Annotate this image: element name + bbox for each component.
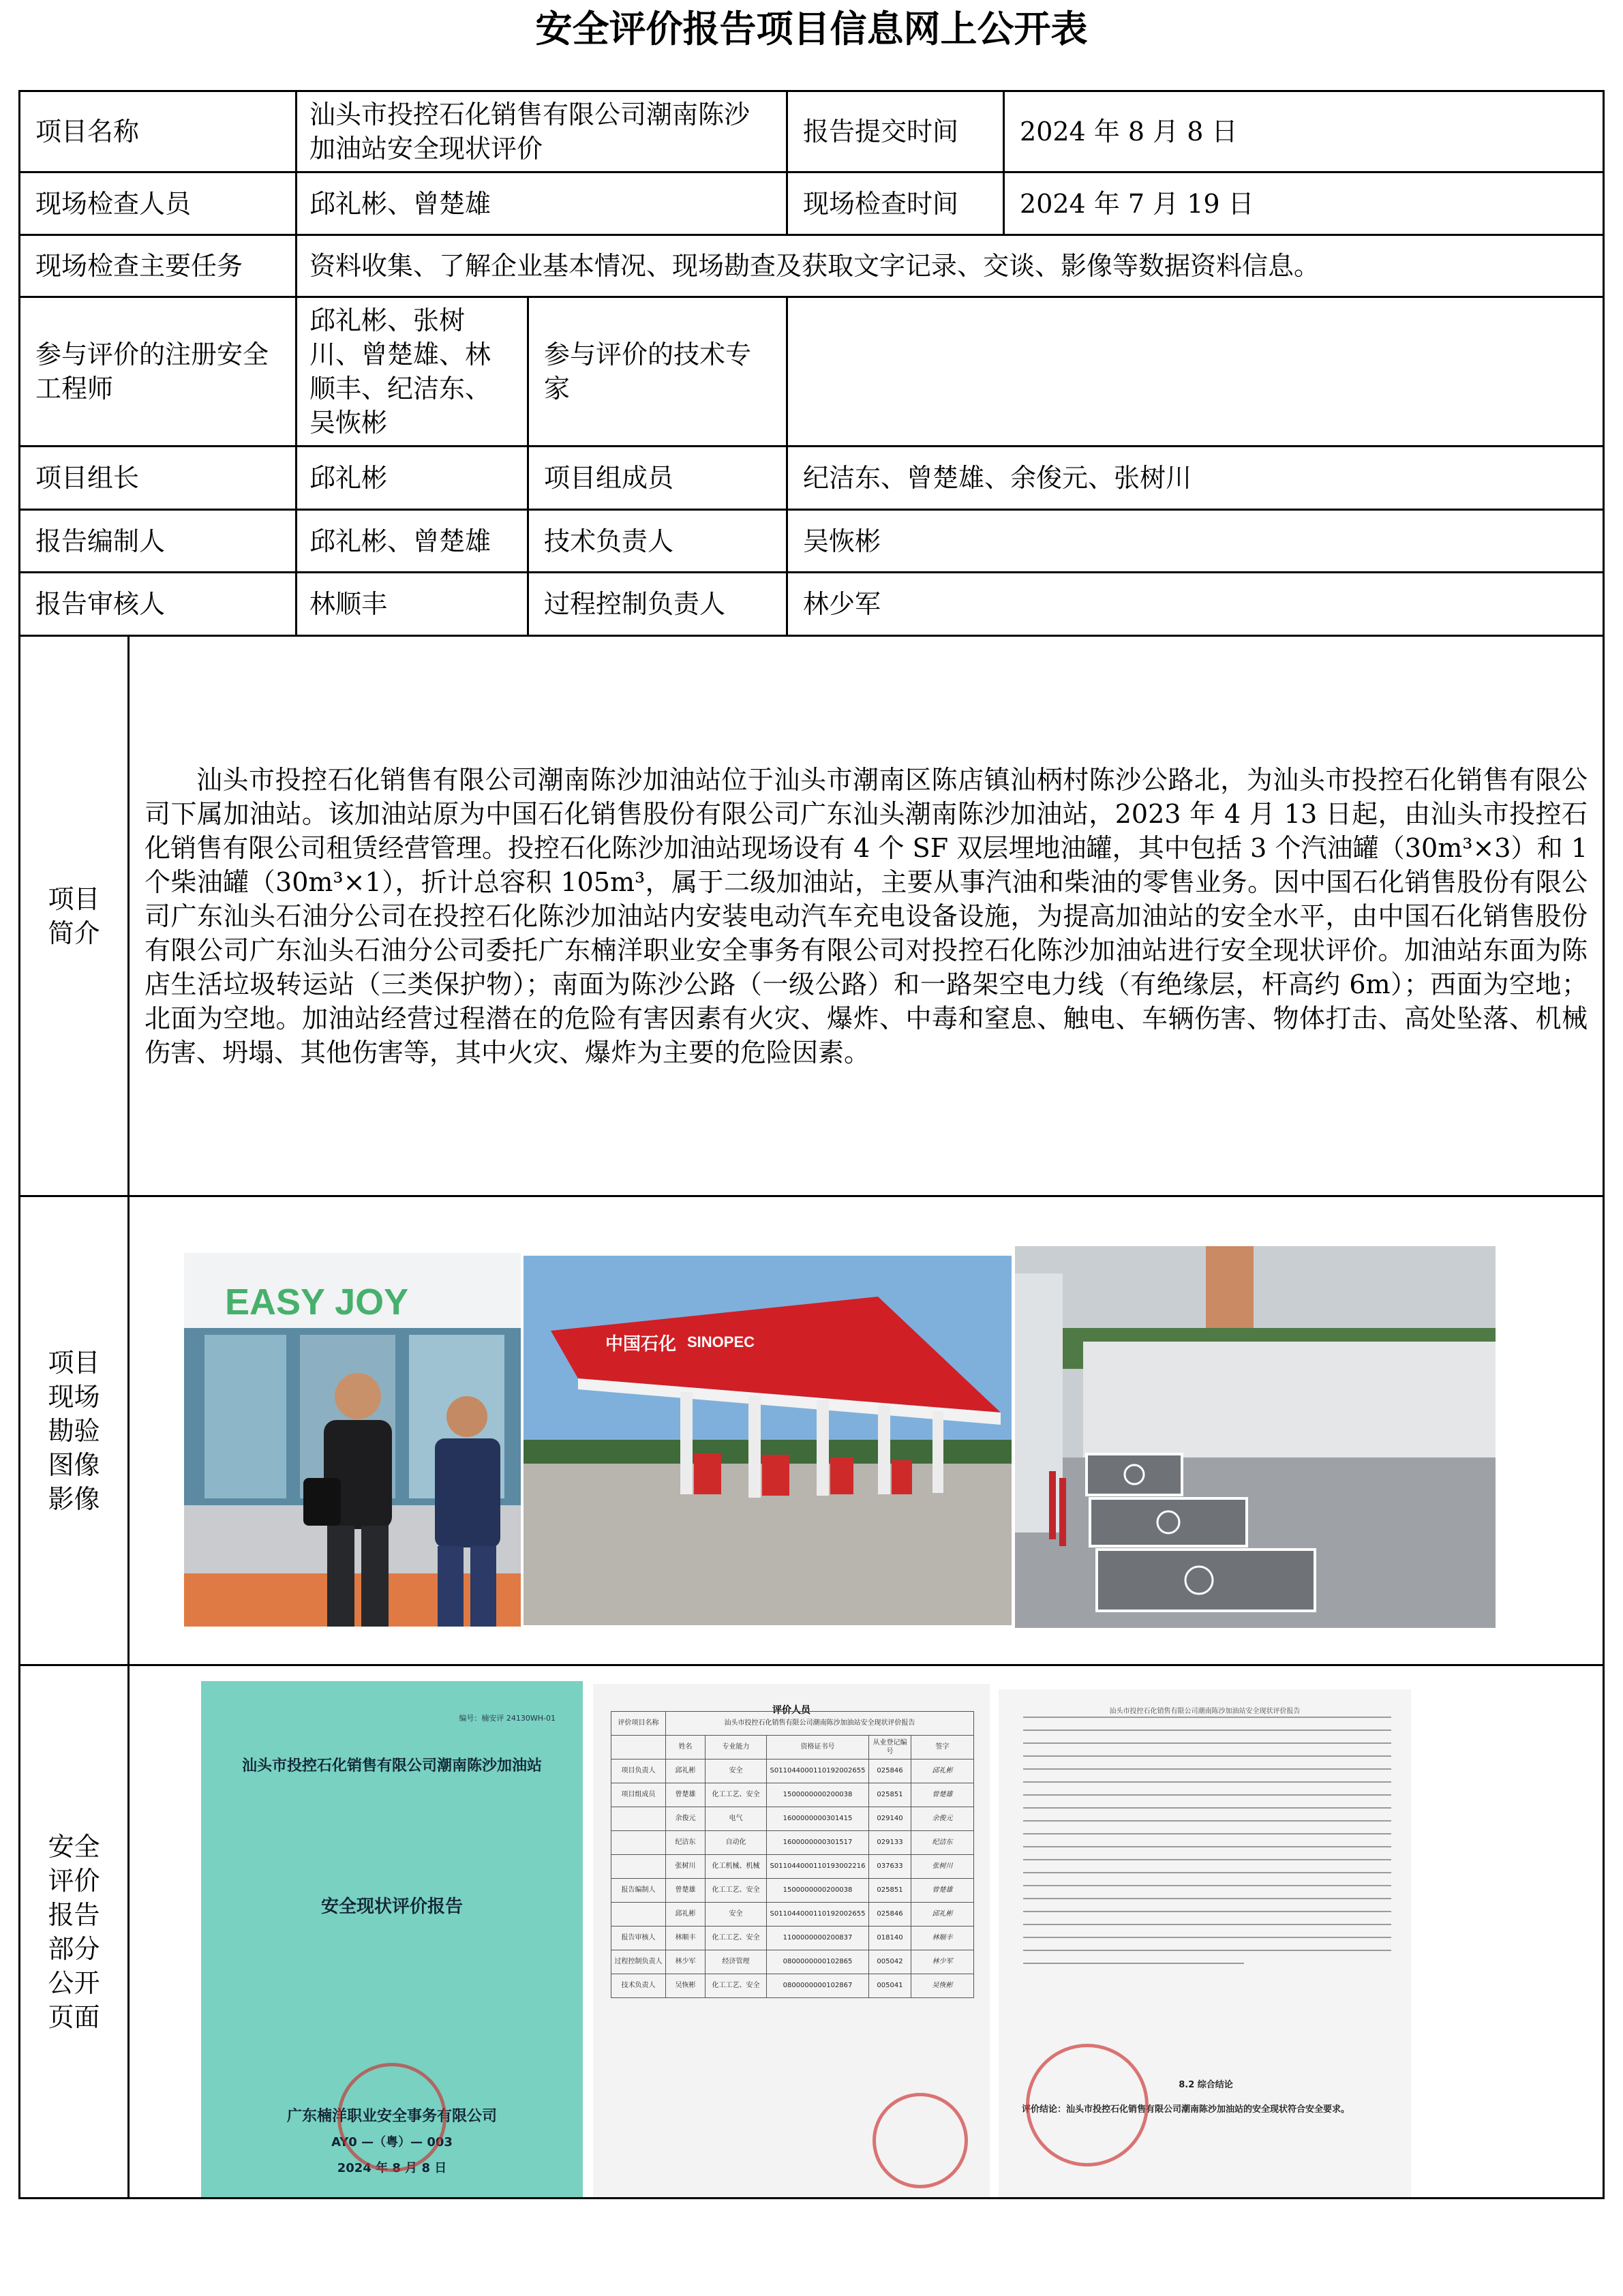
process-control: 林少军 <box>787 573 1604 636</box>
sheet-header: 姓名 <box>666 1735 706 1759</box>
members-label: 项目组成员 <box>528 447 787 510</box>
sheet-cell <box>611 1902 666 1926</box>
sheet-cell: 005042 <box>869 1950 911 1974</box>
sheet-cell: 电气 <box>706 1807 767 1830</box>
personnel-table <box>611 1711 974 1998</box>
sheet-cell: 邱礼彬 <box>666 1759 706 1783</box>
sheet-cell: 化工工艺、安全 <box>706 1878 767 1902</box>
sheet-cell <box>611 1807 666 1830</box>
table-row <box>611 1854 974 1878</box>
inspection-time-label: 现场检查时间 <box>787 172 1004 235</box>
cover-date: 2024 年 8 月 8 日 <box>337 2160 447 2175</box>
sheet-cell: 自动化 <box>706 1830 767 1854</box>
sheet-cell: 0800000000102865 <box>767 1950 869 1974</box>
sheet-cell: 037633 <box>869 1854 911 1878</box>
signature: 吴恢彬 <box>911 1974 974 1997</box>
intro-text: 汕头市投控石化销售有限公司潮南陈沙加油站位于汕头市潮南区陈店镇汕柄村陈沙公路北，为汕头市投控石化销售有限公司下属加油站。该加油站原为中国石化销售股份有限公司广东汕头潮南陈沙加油站，2023 年 4 月 13 日起，由汕头市投控石化销售有限公司租赁经营管理。投控石化陈沙加油站现场设有 4 个 SF 双层埋地油罐，其中包括 3 个汽油罐（30m³×3）和 1 个柴油罐（30m³×1），折计总容积 105m³，属于二级加油站，主要从事汽油和柴油的零售业务。因中国石化销售股份有限公司广东汕头石油分公司在投控石化陈沙加油站内安装电动汽车充电设备设施，为提高加油站的安全水平，由中国石化销售股份有限公司广东汕头石油分公司委托广东楠洋职业安全事务有限公司对投控石化陈沙加油站进行安全现状评价。加油站东面为陈店生活垃圾转运站（三类保护物）；南面为陈沙公路（一级公路）和一路架空电力线（有绝缘层，杆高约 6m）；西面为空地；北面为空地。加油站经营过程潜在的危险有害因素有火灾、爆炸、中毒和窒息、触电、车辆伤害、物体打击、高处坠落、机械伤害、坍塌、其他伤害等，其中火灾、爆炸为主要的危险因素。 <box>129 636 1604 1196</box>
sheet-cell: 吴恢彬 <box>666 1974 706 1997</box>
report-submit-time-label: 报告提交时间 <box>787 91 1004 172</box>
sheet-header <box>611 1735 666 1759</box>
photos-label: 项目现场勘验图像影像 <box>20 1196 129 1665</box>
intro-label: 项目简介 <box>20 636 129 1196</box>
sheet-cell <box>611 1854 666 1878</box>
sheet-cell: 1500000000200038 <box>767 1878 869 1902</box>
signature: 曾楚雄 <box>911 1878 974 1902</box>
sheet-cell: 005041 <box>869 1974 911 1997</box>
signature: 余俊元 <box>911 1807 974 1830</box>
cover-agency: 广东楠洋职业安全事务有限公司 <box>286 2107 497 2125</box>
tech-lead: 吴恢彬 <box>787 510 1604 573</box>
conclusion-body-lines <box>1023 1717 1391 1976</box>
engineers: 邱礼彬、张树川、曾楚雄、林顺丰、纪洁东、吴恢彬 <box>297 297 528 447</box>
sheet-cell: S011044000110192002655 <box>767 1902 869 1926</box>
sheet-cell: 1100000000200837 <box>767 1926 869 1950</box>
table-row <box>611 1783 974 1807</box>
project-name-label: 项目名称 <box>20 91 297 172</box>
sheet-cell: 技术负责人 <box>611 1974 666 1997</box>
sheet-cell: 项目负责人 <box>611 1759 666 1783</box>
report-conclusion-page <box>999 1689 1411 2199</box>
sheet-cell: S011044000110192002655 <box>767 1759 869 1783</box>
table-row <box>611 1950 974 1974</box>
reviewer-label: 报告审核人 <box>20 573 297 636</box>
table-row <box>611 1974 974 1997</box>
sheet-cell: 化工机械、机械 <box>706 1854 767 1878</box>
table-row <box>611 1759 974 1783</box>
sheet-cell: 化工工艺、安全 <box>706 1926 767 1950</box>
sheet-cell: 025851 <box>869 1783 911 1807</box>
sheet-cell: 安全 <box>706 1902 767 1926</box>
signature: 林顺丰 <box>911 1926 974 1950</box>
conclusion-section: 8.2 综合结论 <box>1179 2079 1233 2090</box>
tech-lead-label: 技术负责人 <box>528 510 787 573</box>
tasks: 资料收集、了解企业基本情况、现场勘查及获取文字记录、交谈、影像等数据资料信息。 <box>297 235 1604 297</box>
sheet-cell: 1600000000301517 <box>767 1830 869 1854</box>
engineers-label: 参与评价的注册安全工程师 <box>20 297 297 447</box>
photo-ev-charging <box>1015 1246 1496 1628</box>
sheet-project-value: 汕头市投控石化销售有限公司潮南陈沙加油站安全现状评价报告 <box>666 1711 974 1735</box>
signature: 邱礼彬 <box>911 1902 974 1926</box>
conclusion-header: 汕头市投控石化销售有限公司潮南陈沙加油站安全现状评价报告 <box>1109 1707 1301 1715</box>
experts <box>787 297 1604 447</box>
photo-station-canopy <box>524 1256 1012 1625</box>
table-row <box>611 1878 974 1902</box>
sheet-stamp <box>873 2093 968 2188</box>
report-pages-label: 安全评价报告部分公开页面 <box>20 1665 129 2199</box>
signature: 邱礼彬 <box>911 1759 974 1783</box>
sheet-project-label: 评价项目名称 <box>611 1711 666 1735</box>
report-submit-time: 2024 年 8 月 8 日 <box>1004 91 1604 172</box>
page-title: 安全评价报告项目信息网上公开表 <box>535 7 1088 50</box>
cover-stamp <box>337 2063 446 2172</box>
sheet-cell: 报告编制人 <box>611 1878 666 1902</box>
cover-report-type: 安全现状评价报告 <box>320 1896 463 1917</box>
signature: 林少军 <box>911 1950 974 1974</box>
members: 纪洁东、曾楚雄、余俊元、张树川 <box>787 447 1604 510</box>
sheet-cell: 025846 <box>869 1759 911 1783</box>
cover-company: 汕头市投控石化销售有限公司潮南陈沙加油站 <box>241 1757 542 1774</box>
sheet-cell: 报告审核人 <box>611 1926 666 1950</box>
report-personnel-page <box>593 1684 990 2199</box>
sheet-cell: 经济管理 <box>706 1950 767 1974</box>
sheet-cell: 029140 <box>869 1807 911 1830</box>
sheet-cell: 1500000000200038 <box>767 1783 869 1807</box>
cover-number: 编号：楠安评 24130WH-01 <box>459 1713 556 1723</box>
store-sign-text: EASY JOY <box>225 1281 409 1323</box>
inspection-time: 2024 年 7 月 19 日 <box>1004 172 1604 235</box>
photo-strip <box>130 1198 1603 1663</box>
leader-label: 项目组长 <box>20 447 297 510</box>
reviewer: 林顺丰 <box>297 573 528 636</box>
signature: 张树川 <box>911 1854 974 1878</box>
sheet-cell: 025846 <box>869 1902 911 1926</box>
table-row <box>611 1926 974 1950</box>
sheet-cell: 张树川 <box>666 1854 706 1878</box>
inspectors-label: 现场检查人员 <box>20 172 297 235</box>
sheet-header: 从业登记编号 <box>869 1735 911 1759</box>
sheet-cell: 安全 <box>706 1759 767 1783</box>
report-page-strip <box>130 1670 1603 2194</box>
compiler-label: 报告编制人 <box>20 510 297 573</box>
sheet-header: 资格证书号 <box>767 1735 869 1759</box>
inspectors: 邱礼彬、曾楚雄 <box>297 172 787 235</box>
sheet-cell: 林少军 <box>666 1950 706 1974</box>
sheet-cell: 曾楚雄 <box>666 1878 706 1902</box>
sheet-cell: 曾楚雄 <box>666 1783 706 1807</box>
canopy-text-cn: 中国石化 <box>605 1333 677 1355</box>
sheet-cell: 化工工艺、安全 <box>706 1974 767 1997</box>
table-row <box>611 1807 974 1830</box>
tasks-label: 现场检查主要任务 <box>20 235 297 297</box>
compiler: 邱礼彬、曾楚雄 <box>297 510 528 573</box>
sheet-cell: 0800000000102867 <box>767 1974 869 1997</box>
project-name: 汕头市投控石化销售有限公司潮南陈沙加油站安全现状评价 <box>297 91 787 172</box>
signature: 纪洁东 <box>911 1830 974 1854</box>
leader: 邱礼彬 <box>297 447 528 510</box>
experts-label: 参与评价的技术专家 <box>528 297 787 447</box>
table-row <box>611 1902 974 1926</box>
sheet-cell: 邱礼彬 <box>666 1902 706 1926</box>
report-cover-page <box>201 1681 583 2199</box>
conclusion-stamp <box>1026 2044 1149 2166</box>
sheet-cell: 025851 <box>869 1878 911 1902</box>
canopy-text-en: SINOPEC <box>687 1333 755 1350</box>
sheet-cell: 项目组成员 <box>611 1783 666 1807</box>
sheet-cell: 029133 <box>869 1830 911 1854</box>
sheet-title: 评价人员 <box>772 1704 810 1716</box>
table-row <box>611 1830 974 1854</box>
sheet-cell: S011044000110193002216 <box>767 1854 869 1878</box>
photo-inspectors <box>184 1253 521 1627</box>
cover-code: AY0 —（粤）— 003 <box>331 2134 453 2149</box>
sheet-cell: 018140 <box>869 1926 911 1950</box>
conclusion-text: 评价结论：汕头市投控石化销售有限公司潮南陈沙加油站的安全现状符合安全要求。 <box>1022 2104 1350 2115</box>
sheet-cell: 1600000000301415 <box>767 1807 869 1830</box>
info-table <box>18 90 1605 2199</box>
signature: 曾楚雄 <box>911 1783 974 1807</box>
sheet-cell: 余俊元 <box>666 1807 706 1830</box>
sheet-cell: 化工工艺、安全 <box>706 1783 767 1807</box>
process-control-label: 过程控制负责人 <box>528 573 787 636</box>
sheet-header: 专业能力 <box>706 1735 767 1759</box>
sheet-cell: 林顺丰 <box>666 1926 706 1950</box>
sheet-cell: 过程控制负责人 <box>611 1950 666 1974</box>
sheet-header: 签字 <box>911 1735 974 1759</box>
sheet-cell <box>611 1830 666 1854</box>
sheet-cell: 纪洁东 <box>666 1830 706 1854</box>
